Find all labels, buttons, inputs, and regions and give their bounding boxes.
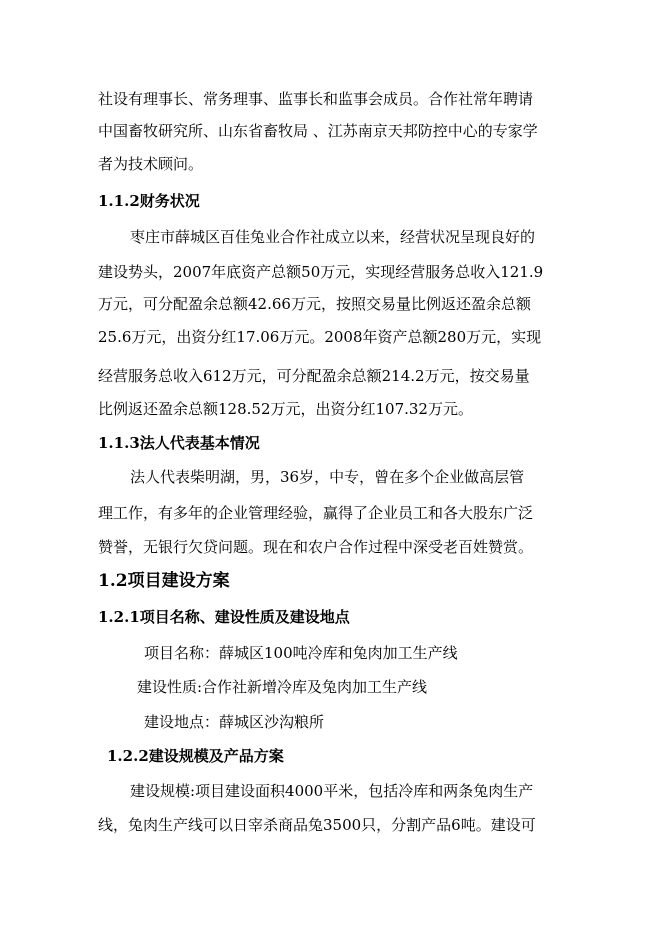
section-heading-1-1-2: 1.1.2财务状况 [98,192,200,210]
paragraph-line: 比例返还盈余总额128.52万元，出资分红107.32万元。 [98,400,473,418]
paragraph-line: 建设势头，2007年底资产总额50万元，实现经营服务总收入121.9 [98,263,544,281]
section-heading-1-2-1: 1.2.1项目名称、建设性质及建设地点 [98,608,350,626]
project-name-line: 项目名称：薛城区100吨冷库和兔肉加工生产线 [144,644,458,662]
paragraph-line: 社设有理事长、常务理事、监事长和监事会成员。合作社常年聘请 [98,90,534,108]
paragraph-line: 经营服务总收入612万元，可分配盈余总额214.2万元，按交易量 [98,367,530,385]
paragraph-line: 万元，可分配盈余总额42.66万元，按照交易量比例返还盈余总额 [98,295,531,313]
paragraph-line: 法人代表柴明湖，男，36岁，中专，曾在多个企业做高层管 [130,468,525,486]
construction-nature-line: 建设性质:合作社新增冷库及兔肉加工生产线 [137,678,428,696]
paragraph-line: 理工作，有多年的企业管理经验，赢得了企业员工和各大股东广泛 [98,504,534,522]
construction-site-line: 建设地点：薛城区沙沟粮所 [144,713,325,731]
paragraph-line: 枣庄市薛城区百佳兔业合作社成立以来，经营状况呈现良好的 [130,228,536,246]
section-heading-1-2: 1.2项目建设方案 [98,571,230,591]
paragraph-line: 25.6万元，出资分红17.06万元。2008年资产总额280万元，实现 [98,328,542,346]
paragraph-line: 赞誉，无银行欠贷问题。现在和农户合作过程中深受老百姓赞赏。 [98,538,534,556]
paragraph-line: 线，兔肉生产线可以日宰杀商品兔3500只，分割产品6吨。建设可 [98,816,536,834]
paragraph-line: 者为技术顾问。 [98,155,204,173]
paragraph-line: 建设规模:项目建设面积4000平米，包括冷库和两条兔肉生产 [130,782,534,800]
section-heading-1-2-2: 1.2.2建设规模及产品方案 [107,747,284,765]
paragraph-line: 中国畜牧研究所、山东省畜牧局 、江苏南京天邦防控中心的专家学 [98,122,538,140]
section-heading-1-1-3: 1.1.3法人代表基本情况 [98,434,260,452]
